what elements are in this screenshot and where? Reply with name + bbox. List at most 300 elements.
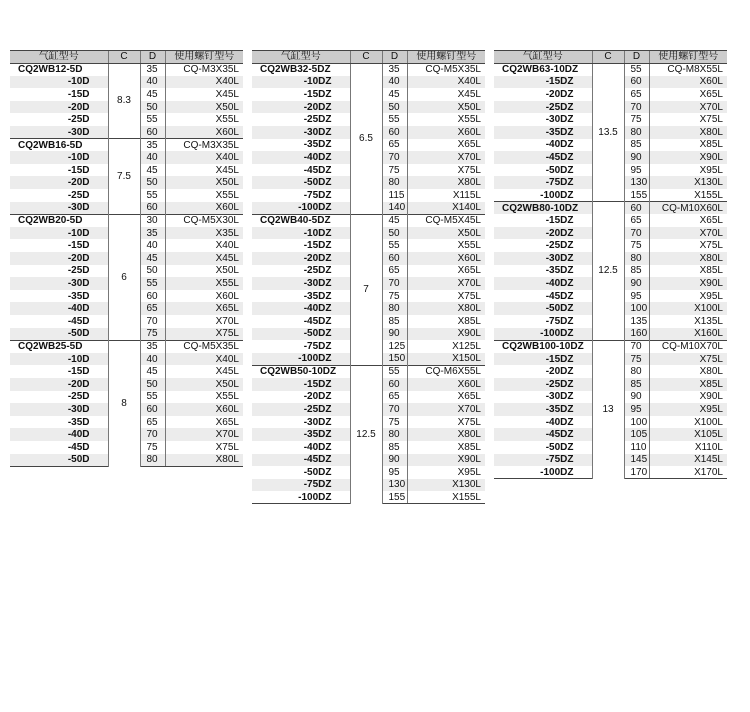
screw-cell: X50L (407, 227, 485, 240)
d-value-cell: 60 (624, 76, 649, 89)
c-value-cell: 12.5 (592, 202, 624, 341)
screw-cell: X85L (649, 139, 727, 152)
table-body (494, 63, 727, 479)
d-value-cell: 35 (140, 139, 165, 152)
model-cell: CQ2WB80-10DZ (494, 202, 592, 215)
d-value-cell: 70 (140, 428, 165, 441)
model-cell: -15DZ (252, 378, 350, 391)
c-value-cell: 6.5 (350, 63, 382, 214)
header-screw: 使用螺钉型号 (407, 51, 485, 64)
header-d: D (624, 51, 649, 64)
table-row (494, 340, 727, 353)
d-value-cell: 75 (624, 353, 649, 366)
d-value-cell: 60 (140, 403, 165, 416)
model-cell: -30DZ (303, 416, 332, 428)
model-cell: -25D (67, 189, 90, 201)
model-cell: -50D (10, 454, 108, 467)
d-value-cell: 90 (624, 151, 649, 164)
header-d: D (140, 51, 165, 64)
model-cell: -75DZ (494, 176, 592, 189)
screw-cell: X150L (407, 353, 485, 366)
screw-cell: X65L (649, 214, 727, 227)
screw-cell: CQ-M6X55L (407, 365, 485, 378)
model-cell: -40DZ (545, 139, 574, 151)
screw-cell: X65L (407, 391, 485, 404)
d-value-cell: 65 (140, 302, 165, 315)
d-value-cell: 60 (382, 252, 407, 265)
d-value-cell: 50 (140, 176, 165, 189)
screw-cell: X55L (165, 391, 243, 404)
model-cell: CQ2WB16-5D (10, 139, 108, 152)
model-cell: -75DZ (252, 479, 350, 492)
screw-cell: X80L (407, 176, 485, 189)
table-row (10, 340, 243, 353)
model-cell: -30DZ (545, 391, 574, 403)
model-cell: -15D (67, 89, 90, 101)
model-cell: -35DZ (494, 403, 592, 416)
d-value-cell: 50 (146, 265, 158, 277)
d-value-cell: 45 (388, 89, 400, 101)
screw-cell: X40L (407, 76, 485, 89)
screw-cell: X130L (407, 479, 485, 492)
screw-cell: CQ-M3X35L (165, 63, 243, 76)
model-cell: -45DZ (303, 164, 332, 176)
model-cell: -45DZ (494, 151, 592, 164)
model-cell: -25D (67, 114, 90, 126)
c-value-cell: 12.5 (350, 365, 382, 504)
d-value-cell: 140 (382, 202, 407, 215)
table-header (252, 51, 485, 64)
model-cell: -25D (67, 265, 90, 277)
screw-cell: X80L (165, 454, 243, 467)
d-value-cell: 150 (382, 353, 407, 366)
screw-cell: X70L (407, 277, 485, 290)
model-cell: -35DZ (494, 126, 592, 139)
screw-cell: X40L (165, 76, 243, 89)
screw-cell: X155L (649, 189, 727, 202)
screw-cell: X75L (649, 239, 727, 252)
table-row (252, 63, 485, 76)
model-cell: -25DZ (252, 403, 350, 416)
model-cell: -45DZ (303, 315, 332, 327)
d-value-cell: 100 (624, 302, 649, 315)
d-value-cell: 155 (630, 189, 648, 201)
screw-cell: X50L (407, 101, 485, 114)
d-value-cell: 130 (382, 479, 407, 492)
screw-cell: X135L (649, 315, 727, 328)
model-cell: -10DZ (252, 227, 350, 240)
spec-table-3 (494, 50, 727, 479)
d-value-cell: 60 (146, 290, 158, 302)
model-cell: -75DZ (303, 340, 332, 352)
model-cell: -100DZ (252, 353, 350, 366)
model-cell: -45DZ (252, 454, 350, 467)
model-cell: -15DZ (303, 89, 332, 101)
d-value-cell: 90 (630, 391, 642, 403)
model-cell: -10D (10, 227, 108, 240)
d-value-cell: 55 (630, 64, 642, 76)
d-value-cell: 95 (624, 403, 649, 416)
header-d: D (382, 51, 407, 64)
screw-cell: X80L (649, 252, 727, 265)
table-row (10, 139, 243, 152)
screw-cell: X35L (165, 227, 243, 240)
screw-cell: X40L (165, 353, 243, 366)
d-value-cell: 75 (630, 240, 642, 252)
d-value-cell: 170 (624, 466, 649, 479)
d-value-cell: 40 (140, 151, 165, 164)
c-value-cell: 8 (108, 340, 140, 466)
screw-cell: X65L (407, 139, 485, 152)
d-value-cell: 145 (624, 454, 649, 467)
d-value-cell: 95 (388, 466, 400, 478)
d-value-cell: 100 (630, 416, 648, 428)
d-value-cell: 95 (630, 164, 642, 176)
d-value-cell: 80 (382, 428, 407, 441)
model-cell: -35DZ (545, 265, 574, 277)
c-value-cell: 13.5 (592, 63, 624, 202)
screw-cell: X145L (649, 454, 727, 467)
screw-cell: X170L (649, 466, 727, 479)
model-cell: -50DZ (545, 441, 574, 453)
d-value-cell: 90 (382, 328, 407, 341)
header-c: C (350, 51, 382, 64)
screw-cell: X60L (649, 76, 727, 89)
screw-cell: X95L (407, 466, 485, 479)
c-value-cell: 7 (350, 214, 382, 365)
model-cell: -100DZ (494, 328, 592, 341)
d-value-cell: 55 (382, 365, 407, 378)
model-cell: -15DZ (494, 353, 592, 366)
screw-cell: X60L (165, 126, 243, 139)
screw-cell: X60L (407, 126, 485, 139)
model-cell: -20D (10, 252, 108, 265)
d-value-cell: 75 (388, 164, 400, 176)
screw-cell: X70L (165, 315, 243, 328)
screw-cell: X90L (649, 277, 727, 290)
table-row (252, 365, 485, 378)
d-value-cell: 30 (140, 214, 165, 227)
screw-cell: X95L (649, 290, 727, 303)
screw-cell: X55L (165, 113, 243, 126)
spec-table-2 (252, 50, 485, 504)
screw-cell: X130L (649, 176, 727, 189)
d-value-cell: 40 (140, 76, 165, 89)
d-value-cell: 65 (630, 215, 642, 227)
header-c: C (108, 51, 140, 64)
screw-cell: X65L (165, 302, 243, 315)
screw-cell: X55L (165, 277, 243, 290)
screw-cell: X45L (165, 365, 243, 378)
model-cell: -40D (10, 428, 108, 441)
screw-cell: X140L (407, 202, 485, 215)
model-cell: -100DZ (252, 491, 350, 504)
model-cell: -15DZ (494, 76, 592, 89)
d-value-cell: 50 (140, 101, 165, 114)
d-value-cell: 95 (630, 290, 642, 302)
screw-cell: X75L (407, 416, 485, 429)
d-value-cell: 60 (382, 126, 407, 139)
model-cell: -75DZ (494, 454, 592, 467)
screw-cell: X75L (649, 353, 727, 366)
d-value-cell: 65 (388, 265, 400, 277)
model-cell: -15DZ (545, 215, 574, 227)
screw-cell: X105L (649, 428, 727, 441)
model-cell: -50D (10, 328, 108, 341)
screw-cell: X70L (649, 101, 727, 114)
screw-cell: X45L (165, 252, 243, 265)
d-value-cell: 65 (388, 391, 400, 403)
header-c: C (592, 51, 624, 64)
model-cell: -10D (10, 353, 108, 366)
d-value-cell: 130 (624, 176, 649, 189)
d-value-cell: 50 (382, 227, 407, 240)
d-value-cell: 35 (140, 227, 165, 240)
screw-cell: X65L (407, 265, 485, 278)
d-value-cell: 85 (630, 265, 642, 277)
screw-cell: X90L (407, 328, 485, 341)
model-cell: -45DZ (545, 290, 574, 302)
screw-cell: X55L (407, 239, 485, 252)
model-cell: -45D (67, 441, 90, 453)
model-cell: -35DZ (303, 290, 332, 302)
model-cell: -25DZ (494, 101, 592, 114)
model-cell: CQ2WB50-10DZ (252, 365, 350, 378)
model-cell: -45DZ (494, 428, 592, 441)
screw-cell: X50L (165, 101, 243, 114)
table-row (494, 202, 727, 215)
header-model: 气缸型号 (252, 51, 350, 64)
screw-cell: X100L (649, 302, 727, 315)
d-value-cell: 90 (624, 277, 649, 290)
d-value-cell: 55 (146, 391, 158, 403)
d-value-cell: 55 (146, 189, 158, 201)
screw-cell: X60L (407, 378, 485, 391)
screw-cell: X85L (649, 265, 727, 278)
model-cell: -35D (67, 416, 90, 428)
screw-cell: X85L (407, 441, 485, 454)
model-cell: -50DZ (303, 466, 332, 478)
table-body (10, 63, 243, 466)
d-value-cell: 70 (624, 340, 649, 353)
screw-cell: X50L (165, 378, 243, 391)
model-cell: -100DZ (252, 202, 350, 215)
c-value-cell: 8.3 (108, 63, 140, 139)
model-cell: -50DZ (494, 302, 592, 315)
screw-cell: CQ-M5X30L (165, 214, 243, 227)
table-row (252, 214, 485, 227)
model-cell: CQ2WB12-5D (18, 64, 83, 76)
model-cell: -20DZ (303, 391, 332, 403)
screw-cell: X70L (649, 227, 727, 240)
d-value-cell: 75 (140, 328, 165, 341)
d-value-cell: 75 (146, 441, 158, 453)
model-cell: -35DZ (303, 139, 332, 151)
model-cell: -50DZ (545, 164, 574, 176)
screw-cell: X70L (407, 403, 485, 416)
model-cell: -25DZ (303, 114, 332, 126)
model-cell: -20DZ (494, 227, 592, 240)
header-model: 气缸型号 (494, 51, 592, 64)
d-value-cell: 85 (388, 441, 400, 453)
d-value-cell: 80 (382, 302, 407, 315)
d-value-cell: 90 (382, 454, 407, 467)
model-cell: -100DZ (540, 189, 574, 201)
screw-cell: X45L (407, 88, 485, 101)
model-cell: -50DZ (252, 176, 350, 189)
model-cell: -30DZ (252, 126, 350, 139)
screw-cell: X160L (649, 328, 727, 341)
d-value-cell: 105 (624, 428, 649, 441)
screw-cell: X50L (165, 265, 243, 278)
d-value-cell: 75 (388, 416, 400, 428)
screw-cell: X80L (407, 428, 485, 441)
d-value-cell: 45 (146, 89, 158, 101)
d-value-cell: 40 (140, 353, 165, 366)
header-screw: 使用螺钉型号 (165, 51, 243, 64)
model-cell: CQ2WB100-10DZ (494, 340, 592, 353)
screw-cell: CQ-M5X35L (165, 340, 243, 353)
d-value-cell: 75 (388, 290, 400, 302)
model-cell: -35DZ (252, 428, 350, 441)
screw-cell: X40L (165, 239, 243, 252)
model-cell: -35D (67, 290, 90, 302)
d-value-cell: 45 (382, 214, 407, 227)
d-value-cell: 70 (624, 227, 649, 240)
model-cell: -50DZ (252, 328, 350, 341)
screw-cell: X85L (649, 378, 727, 391)
d-value-cell: 55 (388, 114, 400, 126)
screw-cell: X110L (649, 441, 727, 454)
d-value-cell: 70 (382, 403, 407, 416)
screw-cell: X45L (165, 88, 243, 101)
screw-cell: X60L (165, 403, 243, 416)
d-value-cell: 50 (382, 101, 407, 114)
model-cell: -20D (10, 101, 108, 114)
screw-cell: CQ-M10X60L (649, 202, 727, 215)
model-cell: -30DZ (494, 252, 592, 265)
d-value-cell: 65 (388, 139, 400, 151)
d-value-cell: 45 (140, 252, 165, 265)
screw-cell: X40L (165, 151, 243, 164)
d-value-cell: 40 (382, 76, 407, 89)
d-value-cell: 80 (140, 454, 165, 467)
d-value-cell: 80 (624, 252, 649, 265)
spec-table-1 (10, 50, 243, 467)
screw-cell: X90L (407, 454, 485, 467)
table-row (494, 63, 727, 76)
model-cell: -75DZ (303, 189, 332, 201)
model-cell: -10D (10, 76, 108, 89)
screw-cell: X75L (165, 328, 243, 341)
model-cell: CQ2WB40-5DZ (252, 214, 350, 227)
model-cell: -25DZ (303, 265, 332, 277)
screw-cell: X100L (649, 416, 727, 429)
screw-cell: X70L (407, 151, 485, 164)
table-body (252, 63, 485, 504)
model-cell: -15D (67, 164, 90, 176)
screw-cell: X60L (165, 290, 243, 303)
model-cell: -20DZ (545, 366, 574, 378)
d-value-cell: 35 (388, 64, 400, 76)
d-value-cell: 55 (146, 114, 158, 126)
c-value-cell: 13 (592, 340, 624, 479)
d-value-cell: 70 (146, 315, 158, 327)
model-cell: -15D (67, 240, 90, 252)
screw-cell: X115L (407, 189, 485, 202)
d-value-cell: 85 (630, 139, 642, 151)
d-value-cell: 115 (388, 189, 405, 201)
model-cell: -30D (10, 202, 108, 215)
screw-cell: X60L (165, 202, 243, 215)
screw-cell: X75L (649, 113, 727, 126)
d-value-cell: 80 (624, 126, 649, 139)
model-cell: -20DZ (252, 101, 350, 114)
d-value-cell: 55 (388, 240, 400, 252)
screw-cell: X90L (649, 151, 727, 164)
screw-cell: X75L (407, 290, 485, 303)
screw-cell: X60L (407, 252, 485, 265)
d-value-cell: 160 (624, 328, 649, 341)
model-cell: -20D (10, 176, 108, 189)
d-value-cell: 85 (388, 315, 400, 327)
model-cell: -15DZ (303, 240, 332, 252)
screw-cell: CQ-M5X35L (407, 63, 485, 76)
d-value-cell: 35 (146, 64, 158, 76)
table-header (494, 51, 727, 64)
d-value-cell: 125 (388, 340, 406, 352)
model-cell: -20DZ (545, 89, 574, 101)
screw-cell: X95L (649, 164, 727, 177)
d-value-cell: 55 (140, 277, 165, 290)
model-cell: -100DZ (494, 466, 592, 479)
screw-cell: CQ-M3X35L (165, 139, 243, 152)
d-value-cell: 65 (630, 89, 642, 101)
screw-cell: X45L (165, 164, 243, 177)
screw-cell: X80L (649, 365, 727, 378)
model-cell: -30DZ (252, 277, 350, 290)
model-cell: -20D (10, 378, 108, 391)
screw-cell: X55L (407, 113, 485, 126)
d-value-cell: 50 (140, 378, 165, 391)
screw-cell: X55L (165, 189, 243, 202)
d-value-cell: 45 (146, 366, 158, 378)
d-value-cell: 155 (382, 491, 407, 504)
model-cell: -40DZ (545, 416, 574, 428)
screw-cell: X80L (649, 126, 727, 139)
d-value-cell: 35 (140, 340, 165, 353)
header-model: 气缸型号 (10, 51, 108, 64)
d-value-cell: 60 (140, 202, 165, 215)
model-cell: -10DZ (252, 76, 350, 89)
model-cell: -40D (10, 302, 108, 315)
d-value-cell: 65 (146, 416, 158, 428)
model-cell: -25DZ (494, 378, 592, 391)
screw-cell: X85L (407, 315, 485, 328)
screw-cell: CQ-M10X70L (649, 340, 727, 353)
screw-cell: X75L (407, 164, 485, 177)
model-cell: -25DZ (545, 240, 574, 252)
screw-cell: X155L (407, 491, 485, 504)
screw-cell: X90L (649, 391, 727, 404)
d-value-cell: 135 (630, 315, 648, 327)
screw-cell: X65L (649, 88, 727, 101)
d-value-cell: 60 (140, 126, 165, 139)
screw-cell: X70L (165, 428, 243, 441)
table-header (10, 51, 243, 64)
c-value-cell: 7.5 (108, 139, 140, 215)
screw-cell: CQ-M8X55L (649, 63, 727, 76)
